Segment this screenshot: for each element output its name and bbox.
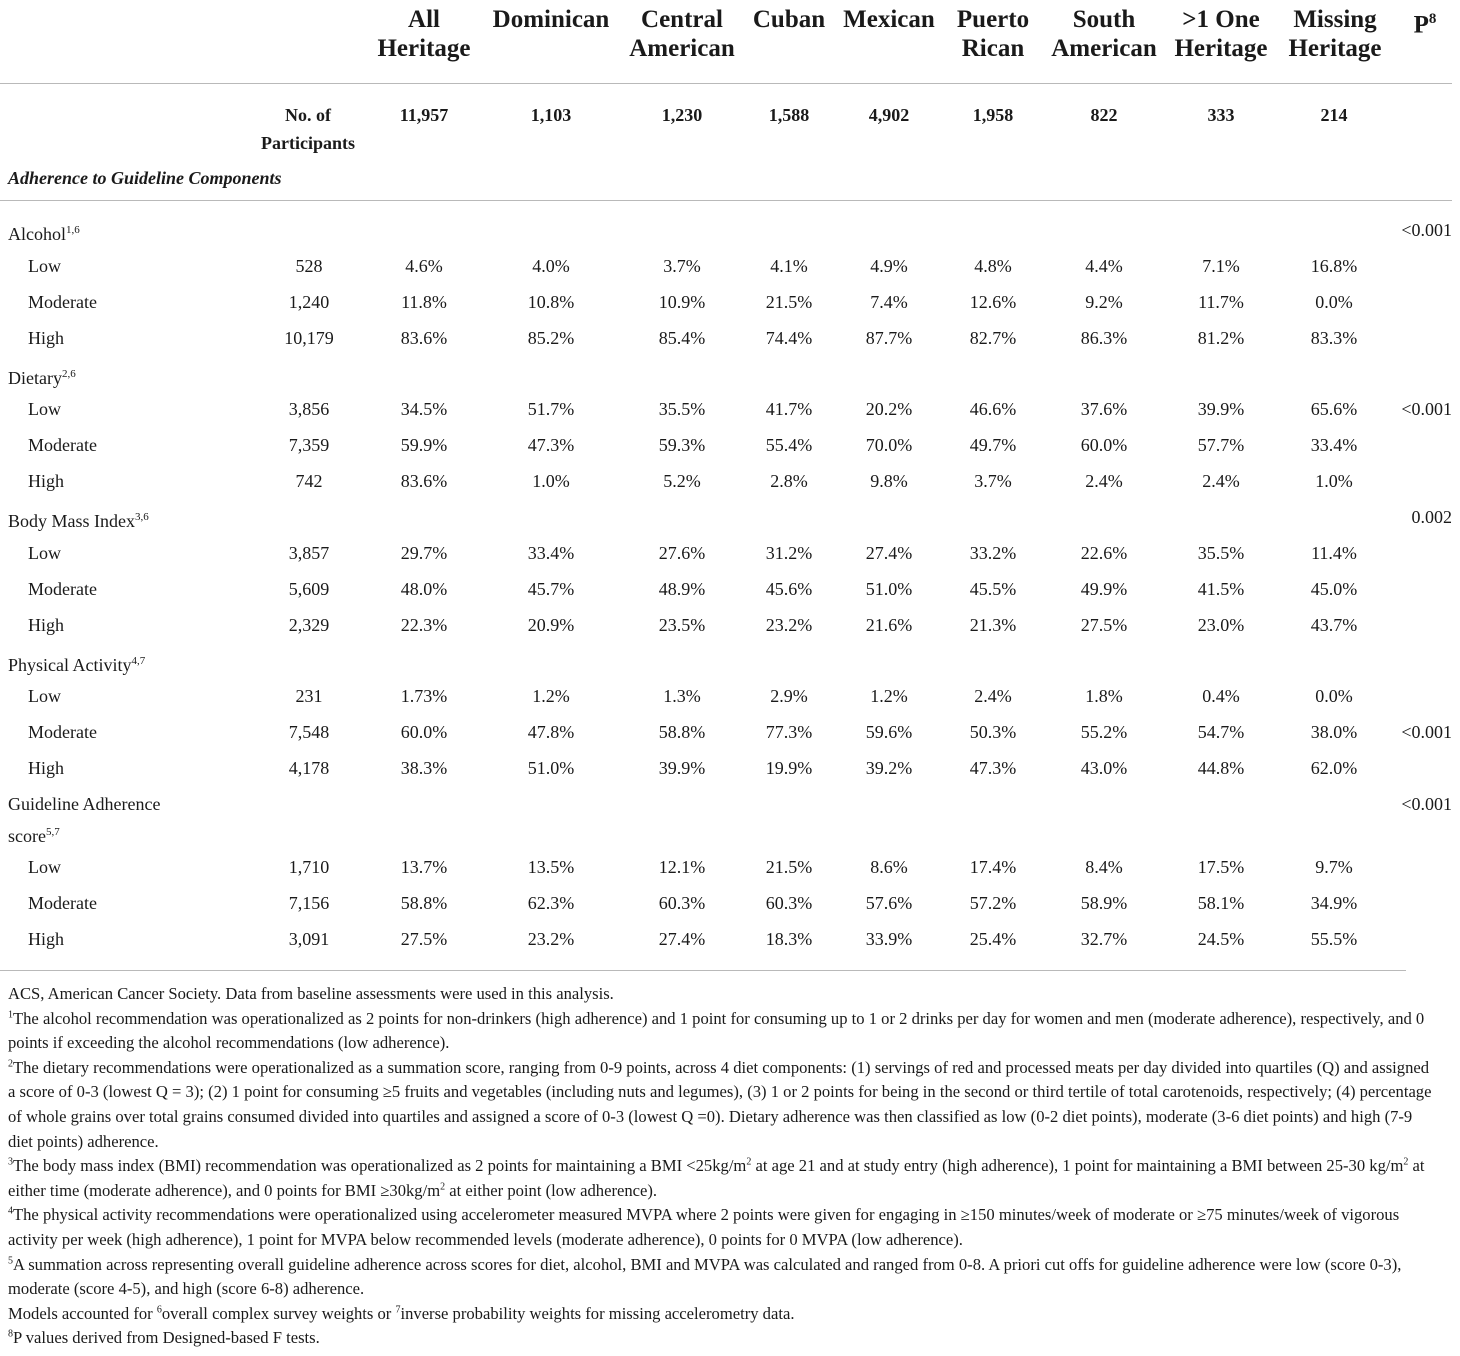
table-row (0, 853, 1460, 881)
row-count: 3,091 (288, 929, 330, 949)
row-percent: 27.5% (1080, 615, 1128, 635)
participants-count: 1,958 (972, 105, 1014, 125)
row-percent: 74.4% (765, 328, 813, 348)
row-percent: 33.4% (1310, 435, 1358, 455)
col-header-all: All Heritage (377, 6, 471, 62)
row-percent: 23.2% (527, 929, 575, 949)
row-percent: 13.5% (527, 857, 575, 877)
row-percent: 33.2% (969, 543, 1017, 563)
row-percent: 21.5% (765, 292, 813, 312)
row-percent: 8.4% (1085, 857, 1123, 877)
row-percent: 27.5% (400, 929, 448, 949)
row-percent: 2.4% (1202, 471, 1240, 491)
row-percent: 4.1% (770, 256, 808, 276)
row-percent: 7.4% (870, 292, 908, 312)
row-percent: 86.3% (1080, 328, 1128, 348)
row-percent: 12.6% (969, 292, 1017, 312)
row-percent: 83.6% (400, 328, 448, 348)
table-row-category (0, 790, 1460, 818)
row-p-value: <0.001 (1401, 722, 1452, 742)
row-count: 1,710 (288, 857, 330, 877)
row-percent: 0.0% (1315, 292, 1353, 312)
footnote-5: $^5$A summation across representing overall guideline adherence across scores for diet, alcohol, BMI and MVPA was calculated and ranged from 0-8. A priori cut offs for guideline adherence were low (score 0-3), moderate (score 4-5), and high (score 6-8) adherence. (8, 1254, 1402, 1299)
row-percent: 60.3% (658, 893, 706, 913)
row-label: Moderate (28, 893, 97, 913)
row-percent: 33.9% (865, 929, 913, 949)
row-count: 1,240 (288, 292, 330, 312)
row-label: score$^{5,7}$ (8, 826, 60, 846)
col-header-p-value: $P^8$ (1413, 11, 1437, 39)
row-count: 3,857 (288, 543, 330, 563)
col-header-multiple-heritage: >1 One Heritage (1174, 6, 1268, 62)
row-percent: 8.6% (870, 857, 908, 877)
col-header-mexican: Mexican (843, 6, 935, 33)
row-percent: 85.4% (658, 328, 706, 348)
table-row (0, 925, 1460, 953)
row-percent: 11.7% (1198, 292, 1244, 312)
row-percent: 17.5% (1197, 857, 1245, 877)
row-percent: 57.7% (1197, 435, 1245, 455)
row-count: 742 (295, 471, 323, 491)
row-count: 7,548 (288, 722, 330, 742)
row-percent: 10.8% (527, 292, 575, 312)
row-percent: 39.9% (658, 758, 706, 778)
header-rule (0, 83, 1452, 84)
table-bottom-rule (0, 970, 1406, 971)
row-percent: 41.7% (765, 399, 813, 419)
row-percent: 39.2% (865, 758, 913, 778)
row-percent: 2.4% (974, 686, 1012, 706)
row-percent: 45.7% (527, 579, 575, 599)
row-percent: 54.7% (1197, 722, 1245, 742)
row-percent: 55.5% (1310, 929, 1358, 949)
row-percent: 46.6% (969, 399, 1017, 419)
row-percent: 9.2% (1085, 292, 1123, 312)
row-percent: 21.5% (765, 857, 813, 877)
row-percent: 0.4% (1202, 686, 1240, 706)
row-percent: 51.7% (527, 399, 575, 419)
row-label: High (28, 471, 64, 491)
col-header-dominican: Dominican (492, 6, 610, 33)
row-percent: 21.6% (865, 615, 913, 635)
row-label: Alcohol$^{1,6}$ (8, 224, 80, 244)
row-percent: 4.6% (405, 256, 443, 276)
row-percent: 38.0% (1310, 722, 1358, 742)
row-label: High (28, 615, 64, 635)
row-label: Low (28, 256, 61, 276)
row-percent: 27.4% (658, 929, 706, 949)
row-percent: 59.3% (658, 435, 706, 455)
row-percent: 48.9% (658, 579, 706, 599)
row-percent: 1.0% (1315, 471, 1353, 491)
participants-count: 1,103 (530, 105, 572, 125)
row-percent: 21.3% (969, 615, 1017, 635)
table-row (0, 718, 1460, 746)
participants-count: 11,957 (399, 105, 449, 125)
row-percent: 12.1% (658, 857, 706, 877)
footnotes (8, 982, 1436, 1351)
row-percent: 81.2% (1197, 328, 1245, 348)
row-percent: 58.8% (658, 722, 706, 742)
participants-label: No. of Participants (261, 105, 355, 153)
col-header-south-american: South American (1051, 6, 1157, 62)
row-percent: 34.5% (400, 399, 448, 419)
row-percent: 2.8% (770, 471, 808, 491)
row-percent: 24.5% (1197, 929, 1245, 949)
row-percent: 35.5% (658, 399, 706, 419)
row-percent: 59.6% (865, 722, 913, 742)
row-percent: 0.0% (1315, 686, 1353, 706)
row-percent: 3.7% (663, 256, 701, 276)
row-percent: 7.1% (1202, 256, 1240, 276)
row-p-value: <0.001 (1401, 220, 1452, 240)
row-p-value: 0.002 (1411, 507, 1452, 527)
row-percent: 47.8% (527, 722, 575, 742)
row-percent: 11.8% (401, 292, 447, 312)
row-percent: 11.4% (1311, 543, 1357, 563)
row-percent: 9.8% (870, 471, 908, 491)
row-percent: 23.0% (1197, 615, 1245, 635)
table-row-category (0, 360, 1460, 388)
row-percent: 44.8% (1197, 758, 1245, 778)
row-percent: 10.9% (658, 292, 706, 312)
participants-count: 822 (1090, 105, 1118, 125)
row-percent: 2.4% (1085, 471, 1123, 491)
col-header-cuban: Cuban (752, 6, 826, 33)
row-count: 528 (295, 256, 323, 276)
row-percent: 25.4% (969, 929, 1017, 949)
row-label: Physical Activity$^{4,7}$ (8, 655, 146, 675)
row-percent: 57.6% (865, 893, 913, 913)
row-count: 3,856 (288, 399, 330, 419)
row-percent: 70.0% (865, 435, 913, 455)
row-label: Low (28, 399, 61, 419)
row-label: Low (28, 857, 61, 877)
row-percent: 43.0% (1080, 758, 1128, 778)
row-percent: 45.5% (969, 579, 1017, 599)
row-percent: 62.3% (527, 893, 575, 913)
participants-count: 333 (1207, 105, 1235, 125)
row-percent: 1.3% (663, 686, 701, 706)
row-percent: 1.73% (400, 686, 448, 706)
row-percent: 1.8% (1085, 686, 1123, 706)
row-label: Moderate (28, 722, 97, 742)
row-percent: 58.9% (1080, 893, 1128, 913)
row-percent: 48.0% (400, 579, 448, 599)
row-percent: 22.6% (1080, 543, 1128, 563)
table-row (0, 431, 1460, 459)
row-percent: 62.0% (1310, 758, 1358, 778)
footnote-8: $^8$P values derived from Designed-based F tests. (8, 1328, 320, 1348)
table-row (0, 324, 1460, 352)
row-label: High (28, 328, 64, 348)
table-row-category (0, 818, 1460, 846)
row-percent: 1.2% (532, 686, 570, 706)
row-count: 10,179 (284, 328, 334, 348)
row-percent: 45.6% (765, 579, 813, 599)
row-percent: 1.2% (870, 686, 908, 706)
row-percent: 2.9% (770, 686, 808, 706)
row-p-value: <0.001 (1401, 399, 1452, 419)
row-percent: 22.3% (400, 615, 448, 635)
row-percent: 59.9% (400, 435, 448, 455)
row-label: High (28, 758, 64, 778)
row-percent: 51.0% (527, 758, 575, 778)
row-percent: 47.3% (527, 435, 575, 455)
row-percent: 55.2% (1080, 722, 1128, 742)
row-percent: 60.0% (400, 722, 448, 742)
row-label: Guideline Adherence (8, 794, 161, 814)
row-percent: 9.7% (1315, 857, 1353, 877)
participants-count: 1,588 (768, 105, 810, 125)
row-percent: 20.9% (527, 615, 575, 635)
row-p-value: <0.001 (1401, 794, 1452, 814)
row-percent: 58.8% (400, 893, 448, 913)
row-percent: 60.3% (765, 893, 813, 913)
row-label: Moderate (28, 435, 97, 455)
footnote-3: $^3$The body mass index (BMI) recommendation was operationalized as 2 points for maintaining a BMI $<25kg/m^2$ at age 21 and at study entry (high adherence), 1 point for maintaining a BMI between 25-30 $kg/m^2$ at either time (moderate adherence), and 0 points for BMI $\ge 30kg/m^2$ at either point (low adherence). (8, 1156, 1425, 1200)
row-percent: 85.2% (527, 328, 575, 348)
row-percent: 77.3% (765, 722, 813, 742)
row-percent: 4.9% (870, 256, 908, 276)
row-label: High (28, 929, 64, 949)
table-row (0, 395, 1460, 423)
table-row (0, 575, 1460, 603)
row-percent: 27.4% (865, 543, 913, 563)
row-count: 4,178 (288, 758, 330, 778)
row-percent: 23.2% (765, 615, 813, 635)
table-row (0, 611, 1460, 639)
row-percent: 51.0% (865, 579, 913, 599)
row-count: 7,156 (288, 893, 330, 913)
row-percent: 57.2% (969, 893, 1017, 913)
row-percent: 13.7% (400, 857, 448, 877)
col-header-missing-heritage: Missing Heritage (1288, 6, 1382, 62)
row-percent: 87.7% (865, 328, 913, 348)
section-title: Adherence to Guideline Components (8, 168, 282, 188)
row-percent: 55.4% (765, 435, 813, 455)
row-percent: 37.6% (1080, 399, 1128, 419)
row-count: 5,609 (288, 579, 330, 599)
table-row-category (0, 503, 1460, 531)
row-percent: 45.0% (1310, 579, 1358, 599)
row-percent: 31.2% (765, 543, 813, 563)
table-row (0, 252, 1460, 280)
row-percent: 4.8% (974, 256, 1012, 276)
section-rule (0, 200, 1452, 201)
footnote-intro: ACS, American Cancer Society. Data from baseline assessments were used in this analysis. (8, 984, 614, 1003)
row-percent: 1.0% (532, 471, 570, 491)
participants-count: 4,902 (868, 105, 910, 125)
row-percent: 60.0% (1080, 435, 1128, 455)
table-row (0, 889, 1460, 917)
row-percent: 35.5% (1197, 543, 1245, 563)
row-count: 231 (295, 686, 323, 706)
footnote-2: $^2$The dietary recommendations were operationalized as a summation score, ranging from 0-9 points, across 4 diet components: (1) servings of red and processed meats per day divided into quartiles (Q) and assigned a score of 0-3 (lowest Q = 3); (2) 1 point for consuming ≥5 fruits and vegetables (including nuts and legumes), (3) 1 or 2 points for being in the second or third tertile of total carotenoids, respectively; (4) percentage of whole grains over total grains consumed divided into quartiles and assigned a score of 0-3 (lowest Q =0). Dietary adherence was then classified as low (0-2 diet points), moderate (3-6 diet points) and high (7-9 diet points) adherence. (8, 1057, 1432, 1151)
row-percent: 34.9% (1310, 893, 1358, 913)
row-percent: 5.2% (663, 471, 701, 491)
row-percent: 4.0% (532, 256, 570, 276)
table-row-category (0, 216, 1460, 244)
row-percent: 23.5% (658, 615, 706, 635)
table-row (0, 539, 1460, 567)
row-percent: 82.7% (969, 328, 1017, 348)
col-header-puerto-rican: Puerto Rican (956, 6, 1030, 62)
row-percent: 83.6% (400, 471, 448, 491)
table-row-category (0, 647, 1460, 675)
row-percent: 65.6% (1310, 399, 1358, 419)
row-label: Body Mass Index$^{3,6}$ (8, 511, 149, 531)
row-percent: 49.9% (1080, 579, 1128, 599)
row-percent: 19.9% (765, 758, 813, 778)
participants-count: 1,230 (661, 105, 703, 125)
table-row (0, 467, 1460, 495)
row-label: Low (28, 543, 61, 563)
row-label: Moderate (28, 579, 97, 599)
participants-count: 214 (1320, 105, 1348, 125)
row-percent: 83.3% (1310, 328, 1358, 348)
row-percent: 16.8% (1310, 256, 1358, 276)
row-label: Dietary$^{2,6}$ (8, 368, 76, 388)
row-percent: 18.3% (765, 929, 813, 949)
col-header-central-american: Central American (629, 6, 735, 62)
row-percent: 17.4% (969, 857, 1017, 877)
row-percent: 33.4% (527, 543, 575, 563)
row-percent: 29.7% (400, 543, 448, 563)
row-percent: 38.3% (400, 758, 448, 778)
row-percent: 39.9% (1197, 399, 1245, 419)
row-percent: 20.2% (865, 399, 913, 419)
row-percent: 32.7% (1080, 929, 1128, 949)
row-count: 7,359 (288, 435, 330, 455)
footnote-1: $^1$The alcohol recommendation was operationalized as 2 points for non-drinkers (high adherence) and 1 point for consuming up to 1 or 2 drinks per day for women and men (moderate adherence), respectively, and 0 points if exceeding the alcohol recommendations (low adherence). (8, 1008, 1425, 1053)
row-label: Low (28, 686, 61, 706)
table-row (0, 754, 1460, 782)
table-row (0, 682, 1460, 710)
row-percent: 47.3% (969, 758, 1017, 778)
row-percent: 4.4% (1085, 256, 1123, 276)
row-percent: 58.1% (1197, 893, 1245, 913)
row-count: 2,329 (288, 615, 330, 635)
footnote-4: $^4$The physical activity recommendations were operationalized using accelerometer measured MVPA where 2 points were given for engaging in ≥150 minutes/week of moderate or ≥75 minutes/week of vigorous activity per week (high adherence), 1 point for MVPA below recommended levels (moderate adherence), 0 points for 0 MVPA (low adherence). (8, 1205, 1400, 1249)
table-row (0, 288, 1460, 316)
row-percent: 50.3% (969, 722, 1017, 742)
footnote-6-7: Models accounted for $^6$overall complex survey weights or $^7$inverse probability weights for missing accelerometry data. (8, 1303, 795, 1323)
row-percent: 49.7% (969, 435, 1017, 455)
row-label: Moderate (28, 292, 97, 312)
table-header (0, 5, 1460, 75)
row-percent: 3.7% (974, 471, 1012, 491)
row-percent: 27.6% (658, 543, 706, 563)
row-percent: 43.7% (1310, 615, 1358, 635)
row-percent: 41.5% (1197, 579, 1245, 599)
